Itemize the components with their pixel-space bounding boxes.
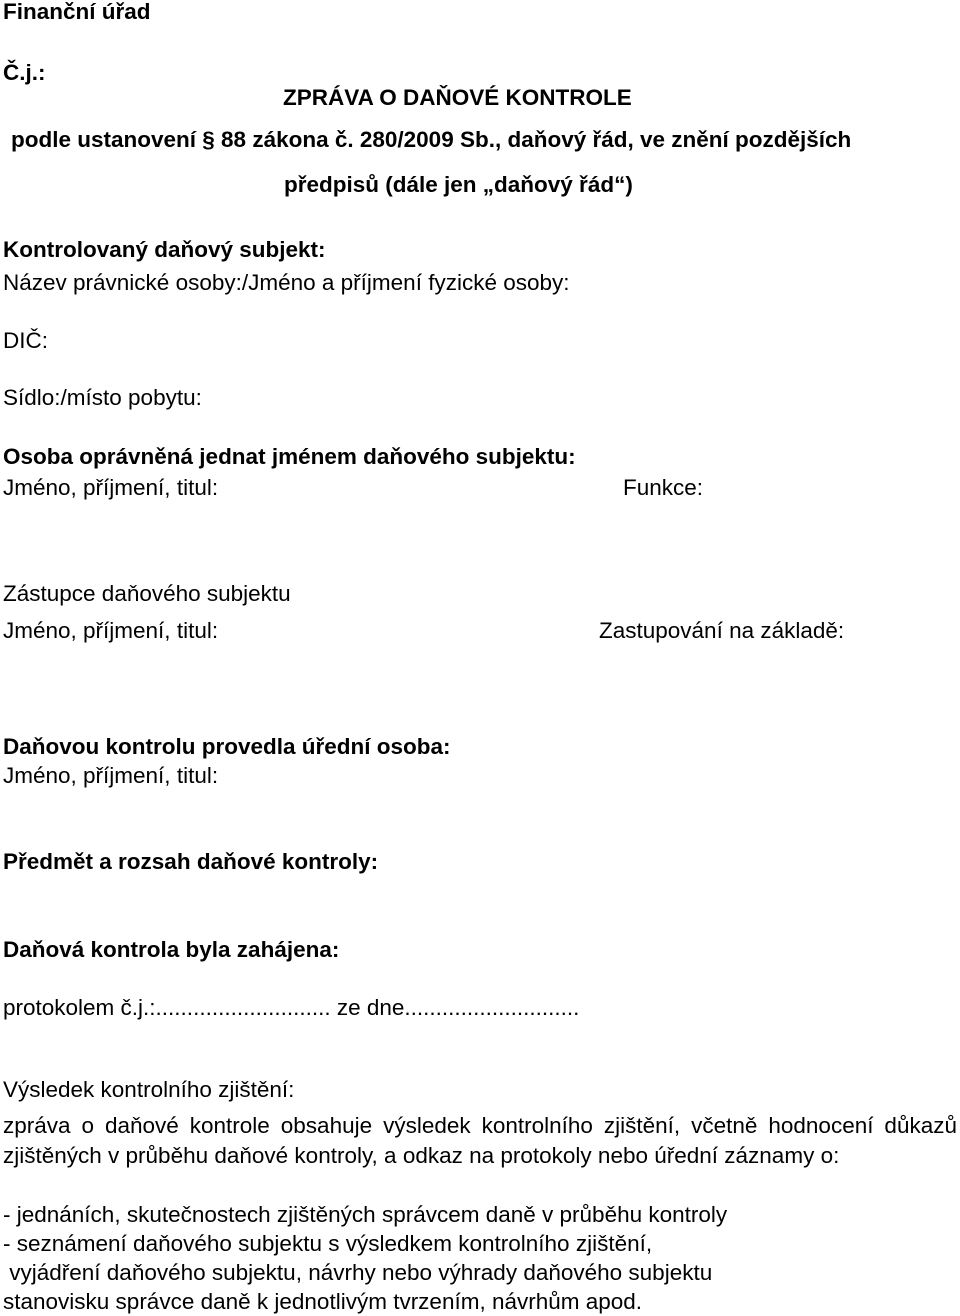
result-item-2: - seznámení daňového subjektu s výsledkem kontrolního zjištění, (3, 1231, 653, 1256)
representative-name-label: Jméno, příjmení, titul: (3, 618, 219, 643)
result-item-3: vyjádření daňového subjektu, návrhy nebo výhrady daňového subjektu (3, 1260, 713, 1285)
official-name-label: Jméno, příjmení, titul: (3, 763, 219, 788)
seat-label: Sídlo:/místo pobytu: (3, 385, 202, 410)
report-title: ZPRÁVA O DAŇOVÉ KONTROLE (283, 85, 632, 110)
result-item-1: - jednáních, skutečnostech zjištěných správcem daně v průběhu kontroly (3, 1202, 728, 1227)
official-heading: Daňovou kontrolu provedla úřední osoba: (3, 734, 451, 759)
representative-heading: Zástupce daňového subjektu (3, 581, 291, 606)
function-label: Funkce: (623, 475, 704, 500)
subject-heading: Kontrolovaný daňový subjekt: (3, 237, 326, 262)
case-number-label: Č.j.: (3, 60, 46, 85)
legal-basis-line: podle ustanovení § 88 zákona č. 280/2009 Sb., daňový řád, ve znění pozdějších (11, 127, 852, 152)
result-paragraph: zpráva o daňové kontrole obsahuje výsledek kontrolního zjištění, včetně hodnocení důkazů zjištěných v průběhu daňové kontroly, a odkaz na protokoly nebo úřední záznamy o: (3, 1113, 957, 1168)
authorized-person-heading: Osoba oprávněná jednat jménem daňového subjektu: (3, 444, 576, 469)
subject-name-label: Název právnické osoby:/Jméno a příjmení fyzické osoby: (3, 270, 570, 295)
dic-label: DIČ: (3, 328, 48, 353)
tax-office-heading: Finanční úřad (3, 0, 151, 24)
start-heading: Daňová kontrola byla zahájena: (3, 937, 340, 962)
authorized-name-label: Jméno, příjmení, titul: (3, 475, 219, 500)
protocol-line: protokolem č.j.:............................ ze dne............................ (3, 995, 580, 1020)
result-heading: Výsledek kontrolního zjištění: (3, 1077, 295, 1102)
result-item-4: stanovisku správce daně k jednotlivým tvrzením, návrhům apod. (3, 1289, 643, 1314)
scope-heading: Předmět a rozsah daňové kontroly: (3, 849, 379, 874)
representation-basis-label: Zastupování na základě: (599, 618, 845, 643)
legal-basis-line-2: předpisů (dále jen „daňový řád“) (284, 172, 633, 197)
